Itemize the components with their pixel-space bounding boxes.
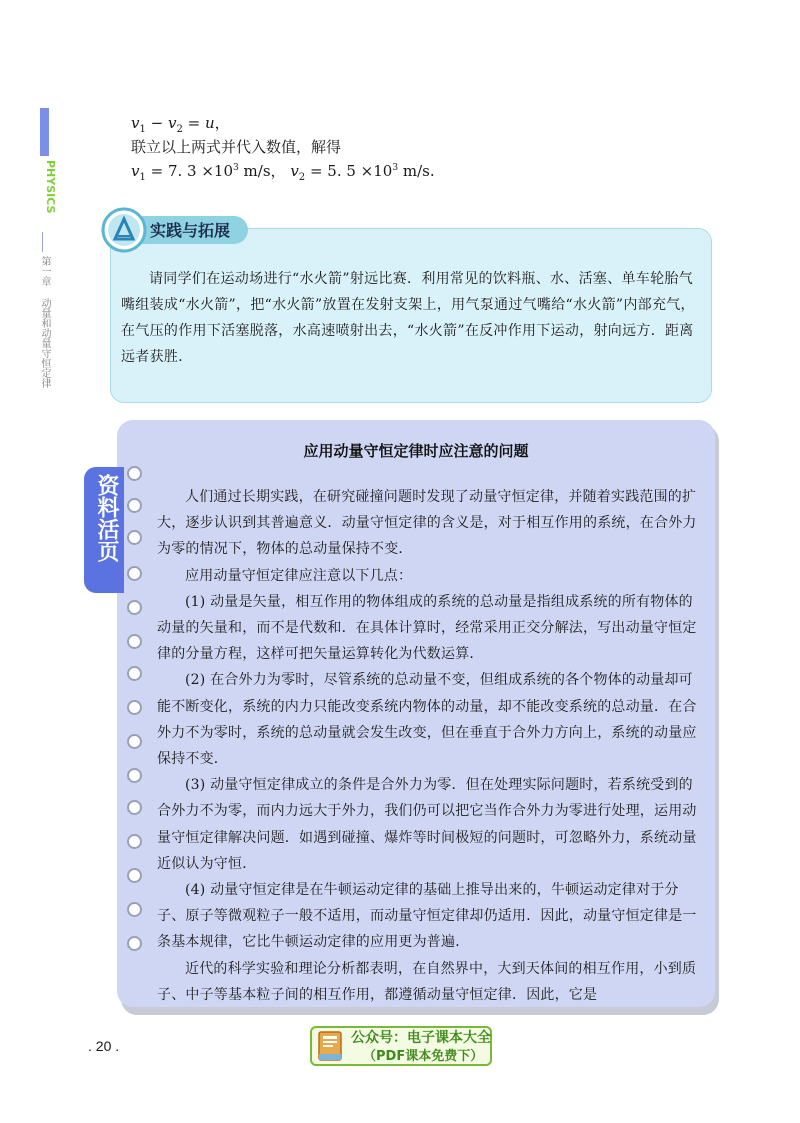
watermark-line-1: 公众号：电子课本大全 <box>351 1030 491 1046</box>
book-icon <box>316 1030 346 1062</box>
chapter-number: 第一章 <box>39 256 50 286</box>
binder-hole-icon <box>127 868 142 883</box>
binder-hole-icon <box>127 466 142 481</box>
paragraph: (1) 动量是矢量，相互作用的物体组成的系统的总动量是指组成系统的所有物体的动量的矢量和，而不是代数和．在具体计算时，经常采用正交分解法，写出动量守恒定律的分量方程，这样可把矢量运算转化为代数运算． <box>157 593 697 663</box>
binder-hole-icon <box>127 936 142 951</box>
equation-line-2: 联立以上两式并代入数值，解得 <box>131 138 342 156</box>
binder-hole-icon <box>127 498 142 513</box>
paragraph: 近代的科学实验和理论分析都表明，在自然界中，大到天体间的相互作用，小到质子、中子等基本粒子间的相互作用，都遵循动量守恒定律．因此，它是 <box>157 960 697 1003</box>
binder-hole-icon <box>127 700 142 715</box>
binder-hole-icon <box>127 800 142 815</box>
chapter-color-bar <box>40 108 49 156</box>
paragraph: 应用动量守恒定律应注意以下几点： <box>185 567 413 584</box>
chapter-title: 动量和动量守恒定律 <box>39 298 50 388</box>
watermark-line-2: （PDF课本免费下） <box>363 1049 484 1064</box>
equation-line-3: $v_1 = 7$. $3 \times 10^3$ m/s， $v_2 = 5$. $5 \times 10^3$ m/s. <box>131 162 435 183</box>
binder-hole-icon <box>127 768 142 783</box>
page-number: . 20 . <box>88 1038 120 1054</box>
reading-title: 应用动量守恒定律时应注意的问题 <box>303 442 529 460</box>
binder-hole-icon <box>127 600 142 615</box>
reading-tab-label: 资料活页 <box>94 474 119 562</box>
paragraph: (3) 动量守恒定律成立的条件是合外力为零．但在处理实际问题时，若系统受到的合外力不为零，而内力远大于外力，我们仍可以把它当作合外力为零进行处理，运用动量守恒定律解决问题．如遇到碰撞、爆炸等时间极短的问题时，可忽略外力，系统动量近似认为守恒． <box>157 777 697 872</box>
binder-hole-icon <box>127 734 142 749</box>
practice-compass-icon <box>100 206 148 254</box>
physics-vertical-label <box>33 160 57 225</box>
paragraph: (2) 在合外力为零时，尽管系统的总动量不变，但组成系统的各个物体的动量却可能不断变化，系统的内力只能改变系统内物体的动量，却不能改变系统的总动量．在合外力不为零时，系统的总动量就会发生改变，但在垂直于合外力方向上，系统的动量应保持不变． <box>157 672 697 768</box>
paragraph: 人们通过长期实践，在研究碰撞问题时发现了动量守恒定律，并随着实践范围的扩大，逐步认识到其普遍意义．动量守恒定律的含义是，对于相互作用的系统，在合外力为零的情况下，物体的总动量保持不变． <box>157 489 697 558</box>
binder-hole-icon <box>127 530 142 545</box>
binder-hole-icon <box>127 834 142 849</box>
practice-title: 实践与拓展 <box>150 221 231 240</box>
practice-text: 请同学们在运动场进行“水火箭”射远比赛．利用常见的饮料瓶、水、活塞、单车轮胎气嘴组装成“水火箭”，把“水火箭”放置在发射支架上，用气泵通过气嘴给“水火箭”内部充气，在气压的作用下活塞脱落，水高速喷射出去，“水火箭”在反冲作用下运动，射向远方．距离远者获胜． <box>121 271 695 365</box>
binder-hole-icon <box>127 566 142 581</box>
sidebar-divider <box>42 232 43 252</box>
binder-hole-icon <box>127 666 142 681</box>
reading-body <box>157 484 697 1008</box>
physics-label: PHYSICS <box>44 160 57 214</box>
binder-hole-icon <box>127 634 142 649</box>
binder-hole-icon <box>127 902 142 917</box>
equation-line-1: $v_1 - v_2 = u$， <box>131 114 230 135</box>
paragraph: (4) 动量守恒定律是在牛顿运动定律的基础上推导出来的，牛顿运动定律对于分子、原子等微观粒子一般不适用，而动量守恒定律却仍适用．因此，动量守恒定律是一条基本规律，它比牛顿运动定律的应用更为普遍． <box>157 882 697 951</box>
